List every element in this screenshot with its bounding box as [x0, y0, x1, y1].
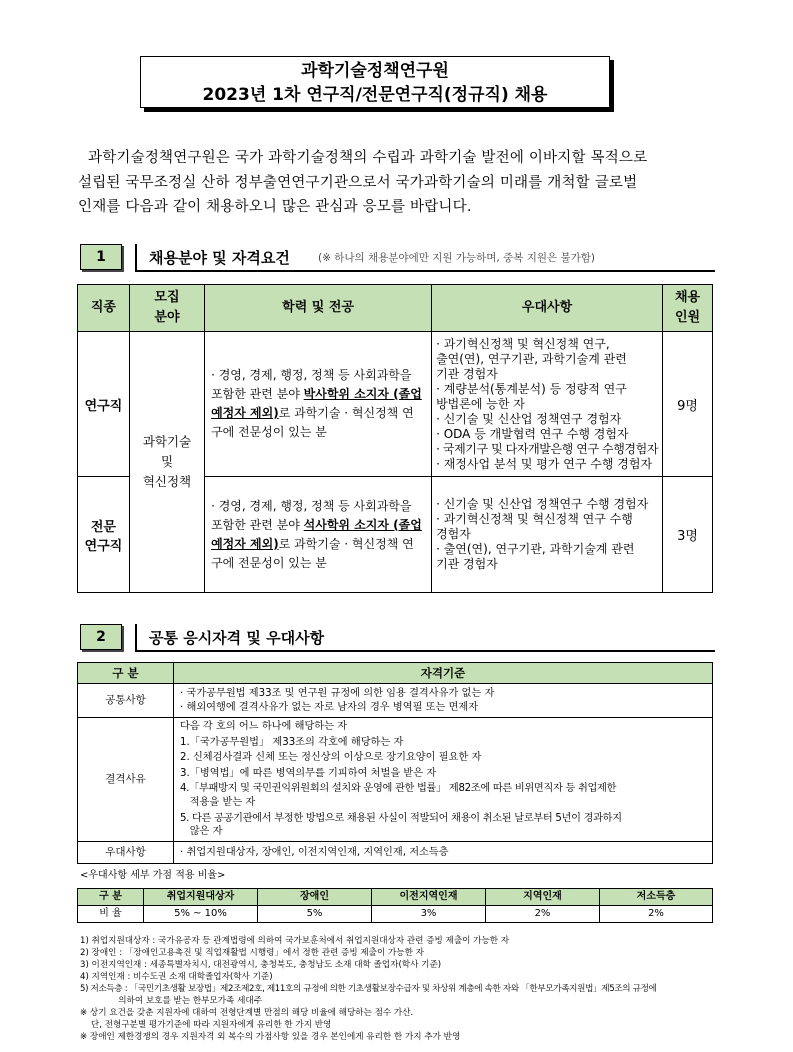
field-text: 과학기술	[142, 434, 192, 449]
education-requirement: · 경영, 경제, 행정, 정책 등 사회과학을 포함한 관련 분야 석사학위 소지자 (졸업예정자 제외)로 과학기술 · 혁신정책 연구에 전문성이 있는 분	[205, 477, 432, 593]
row-label: 우대사항	[78, 841, 174, 863]
section1-title: 채용분야 및 자격요건	[149, 249, 290, 267]
table-row	[78, 718, 713, 842]
row-label: 공통사항	[78, 684, 174, 718]
header-job: 직종	[78, 285, 130, 332]
footnote: 의하여 보호를 받는 한부모가족 세대주	[80, 996, 262, 1006]
ratio-cell: 2%	[600, 906, 713, 923]
ratio-header: 지역인재	[486, 889, 600, 906]
job-type: 연구직	[78, 332, 130, 477]
preference-list: · 과기혁신정책 및 혁신정책 연구, 출연(연), 연구기관, 과학기술계 관련 기관 경험자 · 계량분석(통계분석) 등 정량적 연구 방법론에 능한 자 · 신기술 및 신산업 정책연구 경험자 · ODA 등 개발협력 연구 수행 경험자 · 국제기구 및 다자개발은행 연구 수행경험자 · 재정사업 분석 및 평가 연구 수행 경험자	[432, 332, 663, 477]
table-row	[78, 906, 713, 923]
section2-heading	[135, 624, 715, 652]
header-field: 모집 분야	[129, 285, 204, 332]
document-title-box	[140, 56, 610, 108]
table-header-row	[78, 285, 713, 332]
table-header-row	[78, 663, 713, 684]
ratio-header: 저소득층	[600, 889, 713, 906]
ratio-cell: 5% ~ 10%	[144, 906, 258, 923]
education-requirement: · 경영, 경제, 행정, 정책 등 사회과학을 포함한 관련 분야 박사학위 소지자 (졸업예정자 제외)로 과학기술 · 혁신정책 연구에 전문성이 있는 분	[205, 332, 432, 477]
header-category: 구 분	[78, 663, 174, 684]
intro-line: 과학기술정책연구원은 국가 과학기술정책의 수립과 과학기술 발전에 이바지할 목적으로	[88, 150, 648, 166]
footnote: ※ 상기 요건을 갖춘 지원자에 대하여 전형단계별 만점의 해당 비율에 해당하는 점수 가산.	[80, 1008, 414, 1018]
ratio-cell: 3%	[372, 906, 486, 923]
header-preference: 우대사항	[432, 285, 663, 332]
row-label: 결격사유	[78, 718, 174, 842]
headcount: 9명	[663, 332, 713, 477]
headcount: 3명	[663, 477, 713, 593]
pref-ratio-table	[77, 888, 713, 923]
table-row	[78, 332, 713, 477]
section2-title: 공통 응시자격 및 우대사항	[149, 629, 325, 647]
qualification-table	[77, 662, 713, 864]
ratio-cell: 비 율	[78, 906, 144, 923]
row-content: · 취업지원대상자, 장애인, 이전지역인재, 지역인재, 저소득층	[174, 841, 713, 863]
ratio-header: 장애인	[258, 889, 372, 906]
document-title-org: 과학기술정책연구원	[301, 61, 449, 81]
table-row	[78, 684, 713, 718]
ratio-header: 구 분	[78, 889, 144, 906]
footnote: ※ 장애인 제한경쟁의 경우 지원자격 외 복수의 가점사항 있을 경우 본인에게 유리한 한 가지 추가 반영	[80, 1032, 461, 1042]
header-count: 채용 인원	[663, 285, 713, 332]
document-title-main: 2023년 1차 연구직/전문연구직(정규직) 채용	[202, 85, 548, 105]
footnote: 4) 지역인재 : 비수도권 소재 대학졸업자(학사 기준)	[80, 972, 273, 982]
footnote: 3) 이전지역인재 : 세종특별자치시, 대전광역시, 충청북도, 충청남도 소재 대학 졸업자(학사 기준)	[80, 960, 442, 970]
footnote: 5) 저소득층 : 「국민기초생활 보장법」제2조제2호, 제11호의 규정에 의한 기초생활보장수급자 및 차상위 계층에 속한 자와 「한부모가족지원법」제5조의 규정에	[80, 984, 657, 994]
ratio-cell: 2%	[486, 906, 600, 923]
ratio-cell: 5%	[258, 906, 372, 923]
table-header-row	[78, 889, 713, 906]
section1-heading	[135, 244, 715, 272]
intro-paragraph	[78, 146, 728, 220]
row-content: 다음 각 호의 어느 하나에 해당하는 자 1.「국가공무원법」 제33조의 각호에 해당하는 자 2. 신체검사결과 신체 또는 정신상의 이상으로 장기요양이 필요한 자 3.「병역법」에 따른 병역의무를 기피하여 처벌을 받은 자 4.「부패방지 및 국민권익위원회의 설치와 운영에 관한 법률」 제82조에 따른 비위면직자 등 취업제한 적용을 받는 자 5. 다른 공공기관에서 부정한 방법으로 채용된 사실이 적발되어 채용이 취소된 날로부터 5년이 경과하지 않은 자	[174, 718, 713, 842]
pref-table-caption: <우대사항 세부 가점 적용 비율>	[80, 870, 226, 881]
footnote: 1) 취업지원대상자 : 국가유공자 등 관계법령에 의하여 국가보훈처에서 취업지원대상자 관련 증빙 제출이 가능한 자	[80, 936, 510, 946]
footnote: 2) 장애인 : 「장애인고용촉진 및 직업재활법 시행령」에서 정한 관련 증빙 제출이 가능한 자	[80, 948, 424, 958]
ratio-header: 이전지역인재	[372, 889, 486, 906]
intro-line: 설립된 국무조정실 산하 정부출연연구기관으로서 국가과학기술의 미래를 개척할 글로벌	[78, 174, 638, 191]
job-type: 전문 연구직	[78, 477, 130, 593]
recruitment-table	[77, 284, 713, 593]
row-content: · 국가공무원법 제33조 및 연구원 규정에 의한 임용 결격사유가 없는 자 · 해외여행에 결격사유가 없는 자로 남자의 경우 병역필 또는 면제자	[174, 684, 713, 718]
header-education: 학력 및 전공	[205, 285, 432, 332]
section1-number: 1	[80, 244, 122, 270]
footnotes	[80, 935, 720, 1043]
table-row	[78, 841, 713, 863]
section1-note: (※ 하나의 채용분야에만 지원 가능하며, 중복 지원은 불가함)	[318, 252, 595, 264]
field-cell	[129, 332, 204, 593]
footnote: 단, 전형구분별 평가기준에 따라 지원자에게 유리한 한 가지 반영	[80, 1020, 332, 1030]
field-text: 및	[160, 454, 174, 469]
header-criteria: 자격기준	[174, 663, 713, 684]
ratio-header: 취업지원대상자	[144, 889, 258, 906]
field-text: 혁신정책	[142, 474, 192, 489]
preference-list: · 신기술 및 신산업 정책연구 수행 경험자 · 과기혁신정책 및 혁신정책 연구 수행 경험자 · 출연(연), 연구기관, 과학기술계 관련 기관 경험자	[432, 477, 663, 593]
section2-number: 2	[80, 624, 122, 650]
intro-line: 인재를 다음과 같이 채용하오니 많은 관심과 응모를 바랍니다.	[78, 199, 472, 215]
